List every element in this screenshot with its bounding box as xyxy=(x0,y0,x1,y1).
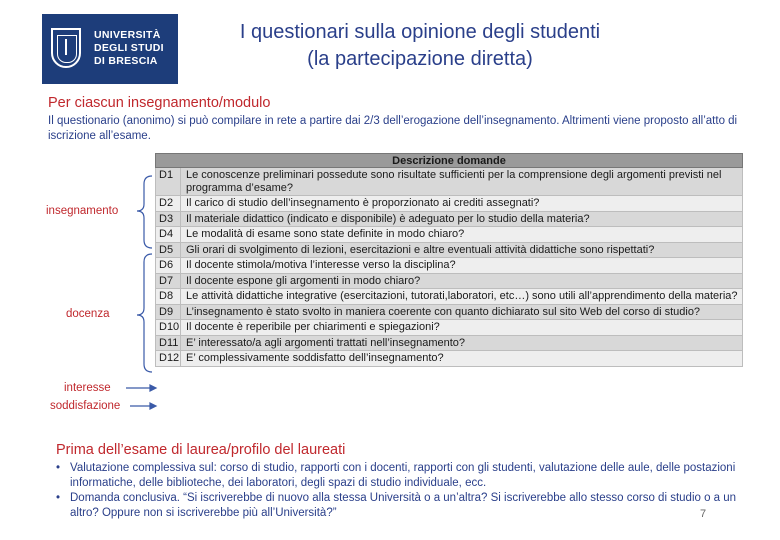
table-row xyxy=(155,305,743,321)
label-interesse: interesse xyxy=(64,382,111,394)
table-row xyxy=(155,336,743,352)
table-row xyxy=(155,212,743,228)
question-text: Il materiale didattico (indicato e disponibile) è adeguato per lo studio della materia? xyxy=(186,212,590,225)
question-text: Il carico di studio dell’insegnamento è proporzionato ai crediti assegnati? xyxy=(186,197,540,209)
question-code: D5 xyxy=(156,243,181,258)
title-line-2: (la partecipazione diretta) xyxy=(307,48,533,70)
label-docenza: docenza xyxy=(66,308,110,320)
table-header: Descrizione domande xyxy=(155,153,743,168)
university-logo xyxy=(42,14,178,84)
question-code: D3 xyxy=(156,212,181,227)
arrowhead-soddisfazione xyxy=(150,403,156,409)
table-row xyxy=(155,289,743,305)
section2-list xyxy=(56,461,746,521)
question-text: Le attività didattiche integrative (esercitazioni, tutorati,laboratori, etc…) sono utili all’apprendimento della materia? xyxy=(186,290,738,302)
question-text: Il docente è reperibile per chiarimenti e spiegazioni? xyxy=(186,321,440,333)
table-row xyxy=(155,274,743,290)
list-item: • Valutazione complessiva sul: corso di studio, rapporti con i docenti, rapporti con gli studenti, valutazione delle aule, delle postazioni informatiche, delle biblioteche, dei laboratori, degli spazi di studio individuale, ecc. xyxy=(56,461,746,491)
arrowhead-interesse xyxy=(150,385,156,391)
bracket-insegnamento xyxy=(137,176,152,248)
question-code: D8 xyxy=(156,289,181,304)
question-code: D1 xyxy=(156,168,181,195)
slide-title xyxy=(190,19,650,73)
table-row xyxy=(155,258,743,274)
question-text: E’ interessato/a agli argomenti trattati nell’insegnamento? xyxy=(186,336,466,349)
section1-heading: Per ciascun insegnamento/modulo xyxy=(48,95,271,111)
question-code: D10 xyxy=(156,320,181,335)
table-row xyxy=(155,227,743,243)
title-line-1: I questionari sulla opinione degli studenti xyxy=(239,21,601,43)
logo-text: UNIVERSITÀ DEGLI STUDI DI BRESCIA xyxy=(94,29,164,67)
table-row xyxy=(155,243,743,259)
question-code: D7 xyxy=(156,274,181,289)
table-row xyxy=(155,351,743,367)
section1-text: Il questionario (anonimo) si può compilare in rete a partire dai 2/3 dell’erogazione dell’insegnamento. Altrimenti viene proposto all’atto di iscrizione all’esame. xyxy=(48,115,738,142)
table-row xyxy=(155,320,743,336)
question-text: Le modalità di esame sono state definite in modo chiaro? xyxy=(186,228,465,240)
question-text: L’insegnamento è stato svolto in maniera coerente con quanto dichiarato sul sito Web del corso di studio? xyxy=(186,305,701,318)
question-text: E’ complessivamente soddisfatto dell’insegnamento? xyxy=(186,352,444,364)
question-code: D6 xyxy=(156,258,181,273)
section2-heading: Prima dell’esame di laurea/profilo del laureati xyxy=(56,442,346,458)
question-text: Il docente espone gli argomenti in modo chiaro? xyxy=(186,274,421,287)
table-body xyxy=(155,168,743,367)
question-code: D2 xyxy=(156,196,181,211)
label-soddisfazione: soddisfazione xyxy=(50,400,121,412)
label-insegnamento: insegnamento xyxy=(46,205,119,217)
question-code: D4 xyxy=(156,227,181,242)
question-text: Il docente stimola/motiva l’interesse verso la disciplina? xyxy=(186,259,456,271)
questions-table xyxy=(155,153,743,367)
question-text: Le conoscenze preliminari possedute sono risultate sufficienti per la comprensione degli argomenti previsti nel programma d’esame? xyxy=(186,169,722,194)
question-code: D11 xyxy=(156,336,181,351)
question-text: Gli orari di svolgimento di lezioni, esercitazioni e altre eventuali attività didattiche sono rispettati? xyxy=(186,243,655,256)
table-row xyxy=(155,168,743,196)
list-item: • Domanda conclusiva. “Si iscriverebbe di nuovo alla stessa Università o a un’altra? Si iscriverebbe allo stesso corso di studio o a un altro? Oppure non si iscriverebbe più all’Università?” xyxy=(56,491,746,521)
bracket-docenza xyxy=(137,254,152,372)
table-row xyxy=(155,196,743,212)
question-code: D12 xyxy=(156,351,181,366)
question-code: D9 xyxy=(156,305,181,320)
crest-icon xyxy=(51,28,81,68)
page-number: 7 xyxy=(700,508,707,520)
